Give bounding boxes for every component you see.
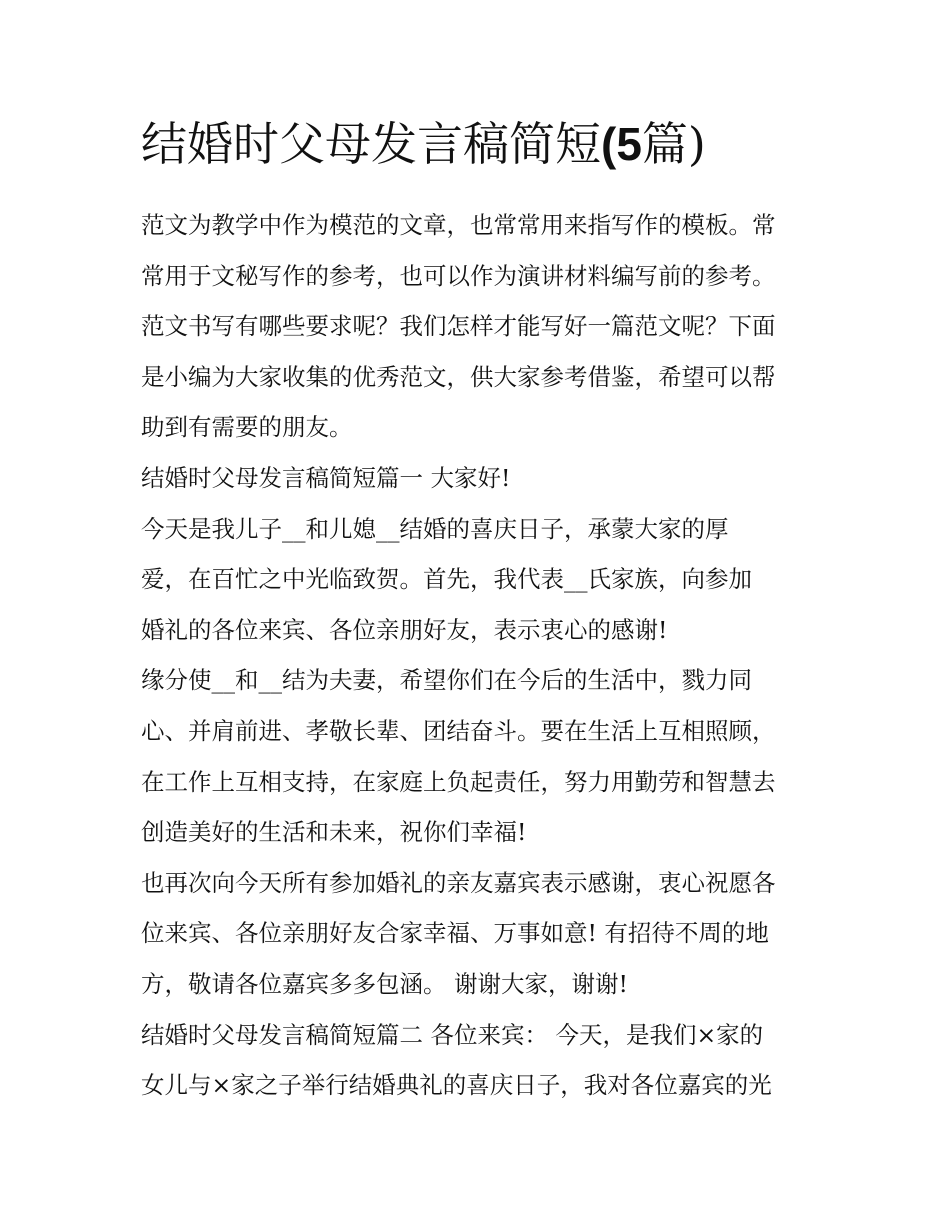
text-line: 常用于文秘写作的参考，也可以作为演讲材料编写前的参考。 <box>141 261 776 290</box>
text-line: 也再次向今天所有参加婚礼的亲友嘉宾表示感谢，衷心祝愿各 <box>141 868 776 897</box>
text-line: 范文为教学中作为模范的文章，也常常用来指写作的模板。常 <box>141 211 776 239</box>
title-main: 结婚时父母发言稿简短 <box>141 117 601 171</box>
document-title <box>141 112 821 176</box>
text-line: 位来宾、各位亲朋好友合家幸福、万事如意! 有招待不周的地 <box>141 919 769 948</box>
text-line: 女儿与×家之子举行结婚典礼的喜庆日子，我对各位嘉宾的光 <box>141 1071 772 1100</box>
text-line: 婚礼的各位来宾、各位亲朋好友，表示衷心的感谢! <box>141 615 668 644</box>
title-paren: (5 <box>601 118 642 170</box>
text-line: 缘分使__和__结为夫妻，希望你们在今后的生活中，戮力同 <box>141 666 752 695</box>
text-line: 心、并肩前进、孝敬长辈、团结奋斗。要在生活上互相照顾， <box>141 716 776 745</box>
title-end: 篇) <box>641 117 706 171</box>
text-line: 范文书写有哪些要求呢？我们怎样才能写好一篇范文呢？下面 <box>141 312 776 341</box>
text-line: 今天是我儿子__和儿媳__结婚的喜庆日子，承蒙大家的厚 <box>141 514 729 543</box>
section-heading-line: 结婚时父母发言稿简短篇一 大家好! <box>141 463 511 492</box>
document-body <box>141 200 821 1111</box>
text-line: 创造美好的生活和未来，祝你们幸福! <box>141 818 527 847</box>
text-line: 方，敬请各位嘉宾多多包涵。 谢谢大家，谢谢! <box>141 969 628 998</box>
section-heading-line: 结婚时父母发言稿简短篇二 各位来宾： 今天，是我们×家的 <box>141 1020 764 1049</box>
text-line: 爱，在百忙之中光临致贺。首先，我代表__氏家族，向参加 <box>141 565 752 594</box>
text-line: 是小编为大家收集的优秀范文，供大家参考借鉴，希望可以帮 <box>141 362 776 391</box>
text-line: 在工作上互相支持，在家庭上负起责任，努力用勤劳和智慧去 <box>141 767 776 796</box>
text-line: 助到有需要的朋友。 <box>141 413 353 442</box>
